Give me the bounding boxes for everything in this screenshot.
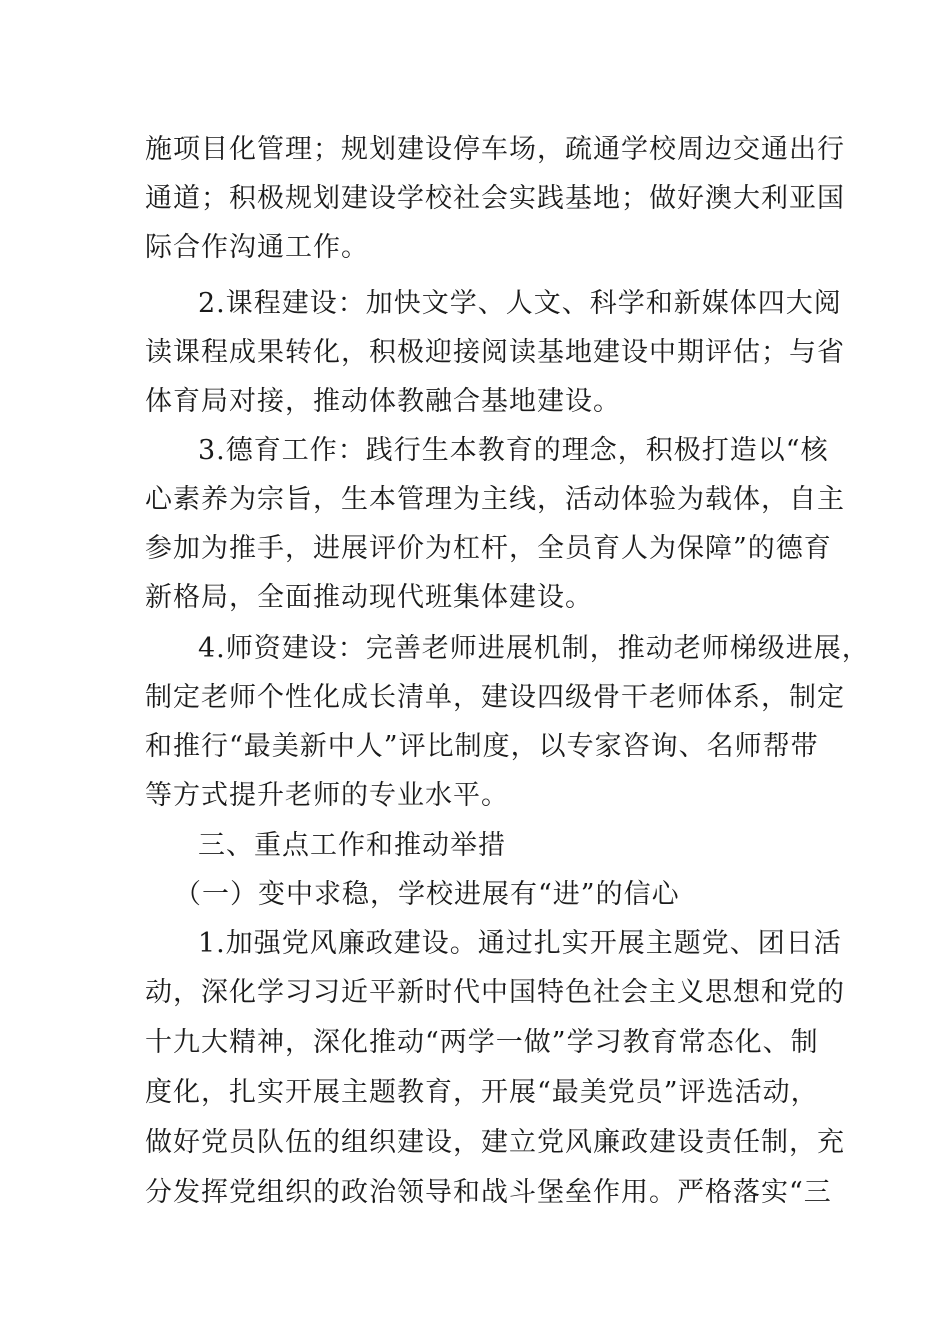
text-line: 动，深化学习习近平新时代中国特色社会主义思想和党的	[145, 977, 845, 1008]
paragraph-start-line: 3.德育工作：践行生本教育的理念，积极打造以“核	[198, 435, 829, 466]
text-line: 心素养为宗旨，生本管理为主线，活动体验为载体，自主	[145, 484, 845, 515]
text-line: 参加为推手，进展评价为杠杆，全员育人为保障”的德育	[145, 533, 832, 564]
text-line: 体育局对接，推动体教融合基地建设。	[145, 386, 621, 417]
text-line: 施项目化管理；规划建设停车场，疏通学校周边交通出行	[145, 134, 845, 165]
paragraph-start-line: 4.师资建设：完善老师进展机制，推动老师梯级进展，	[198, 633, 870, 664]
text-line: 等方式提升老师的专业水平。	[145, 780, 509, 811]
paragraph-start-line: 2.课程建设：加快文学、人文、科学和新媒体四大阅	[198, 288, 842, 319]
text-line: 制定老师个性化成长清单，建设四级骨干老师体系，制定	[145, 682, 845, 713]
text-line: 十九大精神，深化推动“两学一做”学习教育常态化、制	[145, 1027, 819, 1058]
subsection-heading: （一）变中求稳，学校进展有“进”的信心	[174, 879, 680, 910]
text-line: 和推行“最美新中人”评比制度，以专家咨询、名师帮带	[145, 731, 819, 762]
text-line: 读课程成果转化，积极迎接阅读基地建设中期评估；与省	[145, 337, 845, 368]
paragraph-start-line: 1.加强党风廉政建设。通过扎实开展主题党、团日活	[198, 928, 842, 959]
text-line: 度化，扎实开展主题教育，开展“最美党员”评选活动，	[145, 1077, 819, 1108]
text-line: 做好党员队伍的组织建设，建立党风廉政建设责任制，充	[145, 1127, 845, 1158]
text-line: 新格局，全面推动现代班集体建设。	[145, 582, 593, 613]
text-line: 通道；积极规划建设学校社会实践基地；做好澳大利亚国	[145, 183, 845, 214]
text-line: 际合作沟通工作。	[145, 232, 369, 263]
text-line: 分发挥党组织的政治领导和战斗堡垒作用。严格落实“三	[145, 1177, 832, 1208]
section-heading: 三、重点工作和推动举措	[198, 830, 506, 861]
